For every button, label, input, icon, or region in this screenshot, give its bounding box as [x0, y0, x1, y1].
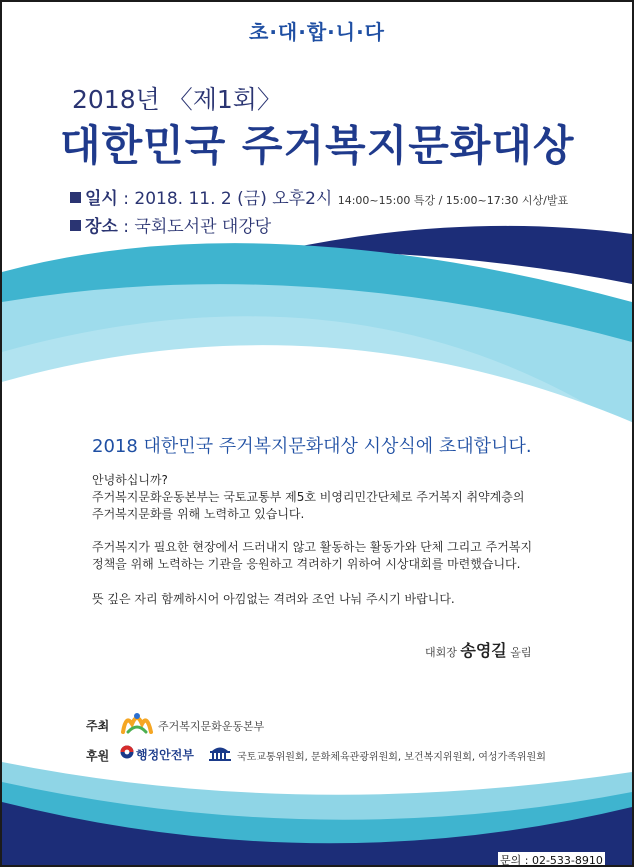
paragraph-purpose	[92, 539, 532, 573]
bullet-square-icon	[70, 220, 81, 231]
body-heading: 2018 대한민국 주거복지문화대상 시상식에 초대합니다.	[92, 436, 532, 457]
signature-name: 송영길	[460, 641, 507, 660]
paragraph-greeting	[92, 472, 524, 523]
signature-suffix: 올림	[510, 646, 532, 659]
contact-info: 문의 : 02-533-8910	[500, 854, 603, 867]
signature-title: 대회장	[425, 646, 457, 659]
text-line: 안녕하십니까?	[92, 473, 168, 487]
host-name: 주거복지문화운동본부	[158, 720, 265, 733]
date-schedule: 14:00~15:00 특강 / 15:00~17:30 시상/발표	[337, 194, 569, 207]
place-value: 국회도서관 대강당	[134, 217, 272, 237]
host-label: 주최	[86, 719, 110, 733]
text-line: 주거복지문화를 위해 노력하고 있습니다.	[92, 507, 305, 521]
date-label: 일시	[85, 189, 118, 209]
national-assembly-icon	[207, 745, 233, 761]
signature	[425, 638, 532, 661]
paragraph-closing	[92, 591, 455, 608]
sponsor-committees: 국토교통위원회, 문화체육관광위원회, 보건복지위원회, 여성가족위원회	[237, 752, 546, 763]
main-title: 대한민국 주거복지문화대상	[60, 121, 575, 170]
date-row: 일시 : 2018. 11. 2 (금) 오후2시 14:00~15:00 특강 / 15:00~17:30 시상/발표	[70, 184, 568, 209]
government-emblem-icon	[120, 745, 134, 759]
place-row: 장소 : 국회도서관 대강당	[70, 212, 271, 237]
text-line: 뜻 깊은 자리 함께하시어 아낌없는 격려와 조언 나눠 주시기 바랍니다.	[92, 592, 455, 606]
bullet-square-icon	[70, 192, 81, 203]
text-line: 주거복지문화운동본부는 국토교통부 제5호 비영리민간단체로 주거복지 취약계층의	[92, 490, 525, 504]
sponsor-ministry: 행정안전부	[136, 748, 194, 762]
text-line: 정책을 위해 노력하는 기관을 응원하고 격려하기 위하여 시상대회를 마련했습니다.	[92, 557, 521, 571]
host-logo-icon	[120, 710, 154, 736]
date-value: 2018. 11. 2 (금) 오후2시	[134, 189, 333, 209]
edition-title: 2018년 〈제1회〉	[72, 85, 282, 114]
place-label: 장소	[85, 217, 118, 237]
text-line: 주거복지가 필요한 현장에서 드러내지 않고 활동하는 활동가와 단체 그리고 주거복지	[92, 540, 533, 554]
sponsor-label: 후원	[86, 749, 110, 763]
invite-header: 초·대·합·니·다	[249, 20, 385, 44]
